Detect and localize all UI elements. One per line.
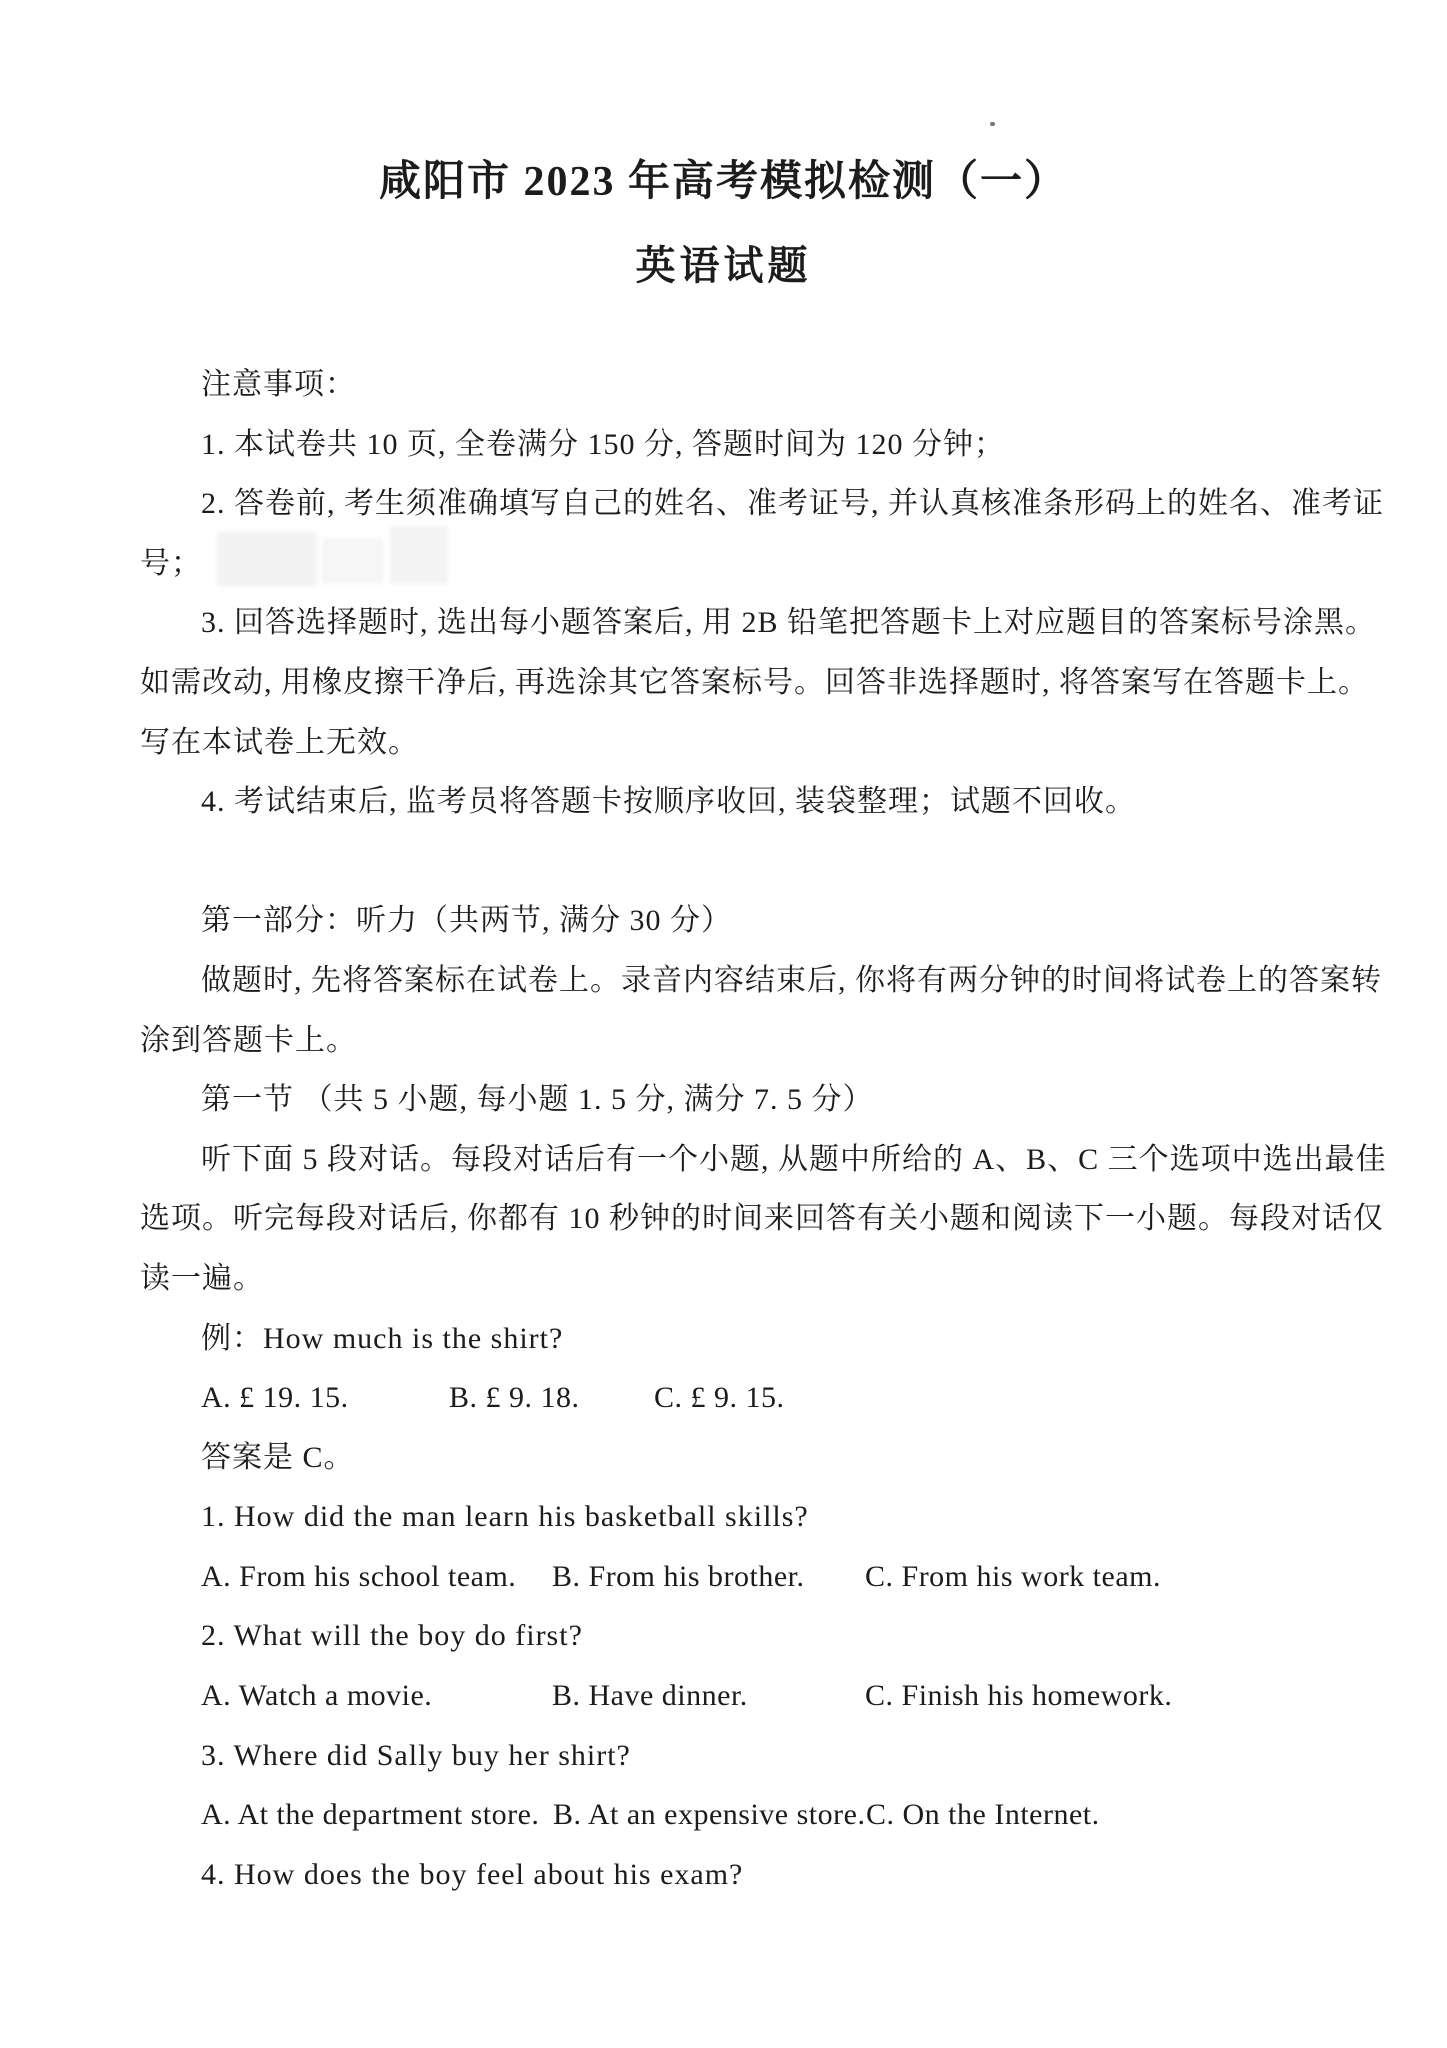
question-3-options-col: C. On the Internet.	[866, 1798, 1100, 1832]
part1-intro-2: 涂到答题卡上。	[140, 1023, 357, 1057]
question-1-options-col: A. From his school team.	[201, 1559, 517, 1593]
question-2: 2. What will the boy do first?	[201, 1619, 583, 1653]
page-title: 咸阳市 2023 年高考模拟检测（一）	[378, 159, 1068, 205]
question-4: 4. How does the boy feel about his exam?	[201, 1857, 744, 1891]
part1-heading: 第一部分：听力（共两节, 满分 30 分）	[201, 904, 732, 938]
notice-item-2: 2. 答卷前, 考生须准确填写自己的姓名、准考证号, 并认真核准条形码上的姓名、准考证	[201, 487, 1384, 521]
question-1: 1. How did the man learn his basketball skills?	[201, 1500, 809, 1534]
section1-heading: 第一节 （共 5 小题, 每小题 1. 5 分, 满分 7. 5 分）	[201, 1083, 874, 1117]
notice-item-3: 3. 回答选择题时, 选出每小题答案后, 用 2B 铅笔把答题卡上对应题目的答案标号涂黑。	[201, 606, 1377, 640]
example-options-col: B. £ 9. 18.	[449, 1381, 580, 1415]
notice-item-2-cont: 号；	[0, 534, 1447, 594]
notice-item-3-cont-1: 如需改动, 用橡皮擦干净后, 再选涂其它答案标号。回答非选择题时, 将答案写在答题卡上。	[140, 665, 1369, 699]
question-1-options	[0, 1547, 1447, 1607]
notice-item-3-cont-2: 写在本试卷上无效。	[140, 725, 419, 759]
redaction-smudge	[322, 538, 384, 584]
notice-heading: 注意事项：	[201, 368, 356, 401]
question-1-options-col: B. From his brother.	[552, 1559, 805, 1593]
section1-instructions-1: 听下面 5 段对话。每段对话后有一个小题, 从题中所给的 A、B、C 三个选项中选出最佳	[201, 1142, 1387, 1176]
redaction-smudge	[217, 532, 317, 586]
example-question: 例：How much is the shirt?	[201, 1321, 564, 1355]
question-3: 3. Where did Sally buy her shirt?	[201, 1738, 631, 1772]
question-2-options-col: B. Have dinner.	[552, 1679, 748, 1713]
part1-intro-1: 做题时, 先将答案标在试卷上。录音内容结束后, 你将有两分钟的时间将试卷上的答案转	[201, 963, 1382, 997]
section1-instructions-2: 选项。听完每段对话后, 你都有 10 秒钟的时间来回答有关小题和阅读下一小题。每段对话仅	[140, 1202, 1384, 1236]
question-2-options-col: C. Finish his homework.	[865, 1679, 1173, 1713]
section1-instructions-3: 读一遍。	[140, 1261, 264, 1295]
example-options-col: A. £ 19. 15.	[201, 1381, 349, 1415]
document-body	[0, 355, 1447, 1904]
scan-speck-dot	[990, 122, 995, 126]
question-2-options-col: A. Watch a movie.	[201, 1679, 433, 1713]
question-3-options-col: A. At the department store.	[201, 1798, 540, 1832]
question-1-options-col: C. From his work team.	[865, 1559, 1161, 1593]
question-2-options	[0, 1666, 1447, 1726]
redaction-smudge	[390, 526, 448, 584]
question-3-options	[0, 1785, 1447, 1845]
notice-item-1: 1. 本试卷共 10 页, 全卷满分 150 分, 答题时间为 120 分钟；	[201, 427, 1005, 461]
question-3-options-col: B. At an expensive store.	[553, 1798, 866, 1832]
example-options	[0, 1368, 1447, 1428]
page-subtitle: 英语试题	[635, 243, 812, 288]
notice-item-4: 4. 考试结束后, 监考员将答题卡按顺序收回, 装袋整理；试题不回收。	[201, 785, 1136, 819]
example-options-col: C. £ 9. 15.	[654, 1381, 785, 1415]
example-answer: 答案是 C。	[201, 1440, 355, 1474]
